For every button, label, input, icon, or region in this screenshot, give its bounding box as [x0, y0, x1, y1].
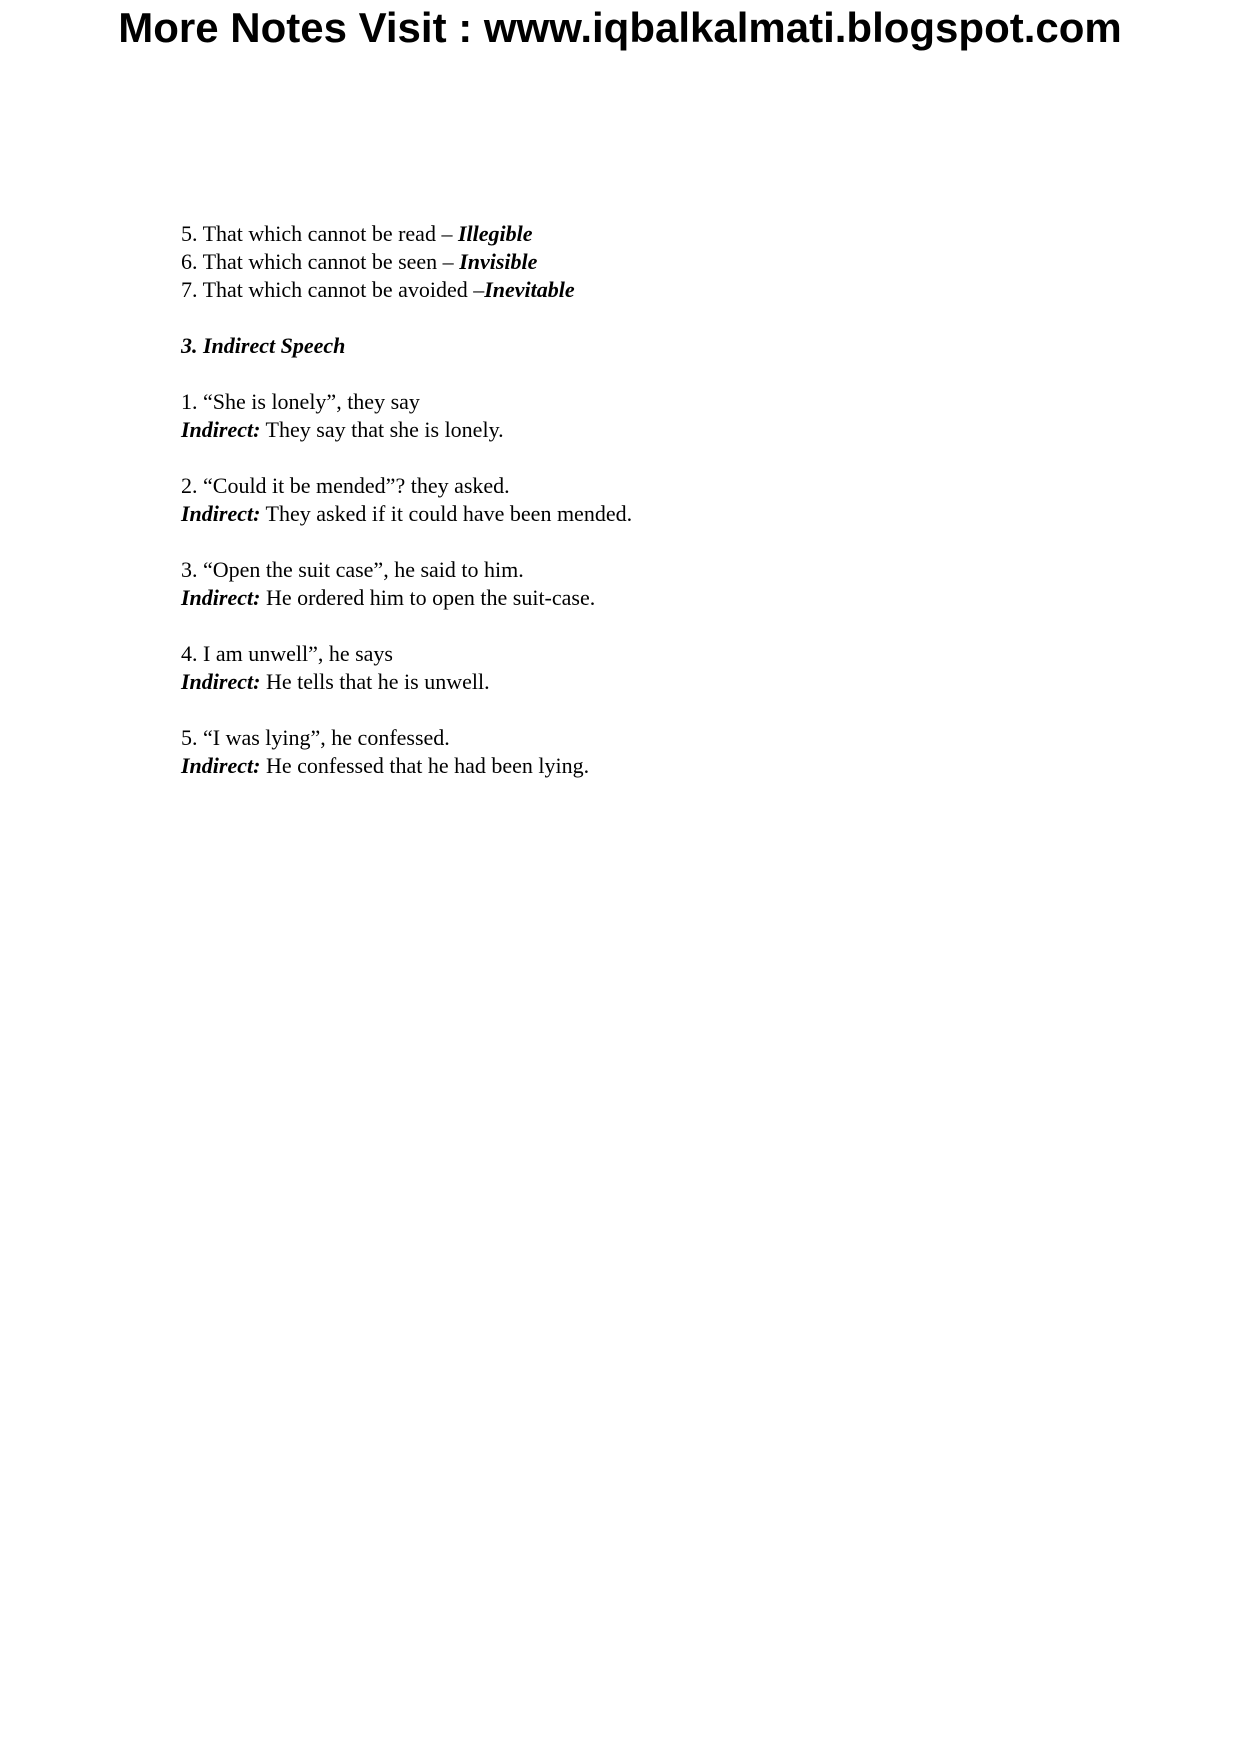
indirect-speech — [181, 668, 1081, 696]
indirect-speech — [181, 752, 1081, 780]
indirect-text: He confessed that he had been lying. — [260, 753, 590, 778]
indirect-text: They say that she is lonely. — [260, 417, 504, 442]
indirect-label: Indirect: — [181, 417, 261, 442]
section-heading: 3. Indirect Speech — [181, 333, 346, 358]
indirect-text: They asked if it could have been mended. — [260, 501, 633, 526]
document-body — [181, 220, 1081, 780]
one-word-item — [181, 220, 1081, 248]
indirect-text: He ordered him to open the suit-case. — [260, 585, 596, 610]
one-word-text: 5. That which cannot be read – — [181, 221, 458, 246]
indirect-text: He tells that he is unwell. — [260, 669, 490, 694]
indirect-label: Indirect: — [181, 669, 261, 694]
direct-speech: 2. “Could it be mended”? they asked. — [181, 473, 510, 498]
direct-speech: 5. “I was lying”, he confessed. — [181, 725, 450, 750]
site-banner: More Notes Visit : www.iqbalkalmati.blogspot.com — [118, 4, 1122, 51]
indirect-speech — [181, 500, 1081, 528]
one-word-answer: Invisible — [459, 249, 538, 274]
one-word-answer: Illegible — [457, 221, 533, 246]
direct-speech: 4. I am unwell”, he says — [181, 641, 393, 666]
one-word-answer: Inevitable — [484, 277, 575, 302]
one-word-item — [181, 276, 1081, 304]
indirect-label: Indirect: — [181, 585, 261, 610]
one-word-text: 6. That which cannot be seen – — [181, 249, 460, 274]
indirect-speech — [181, 584, 1081, 612]
indirect-label: Indirect: — [181, 501, 261, 526]
one-word-item — [181, 248, 1081, 276]
indirect-label: Indirect: — [181, 753, 261, 778]
direct-speech: 1. “She is lonely”, they say — [181, 389, 420, 414]
indirect-speech — [181, 416, 1081, 444]
direct-speech: 3. “Open the suit case”, he said to him. — [181, 557, 524, 582]
one-word-text: 7. That which cannot be avoided – — [181, 277, 485, 302]
